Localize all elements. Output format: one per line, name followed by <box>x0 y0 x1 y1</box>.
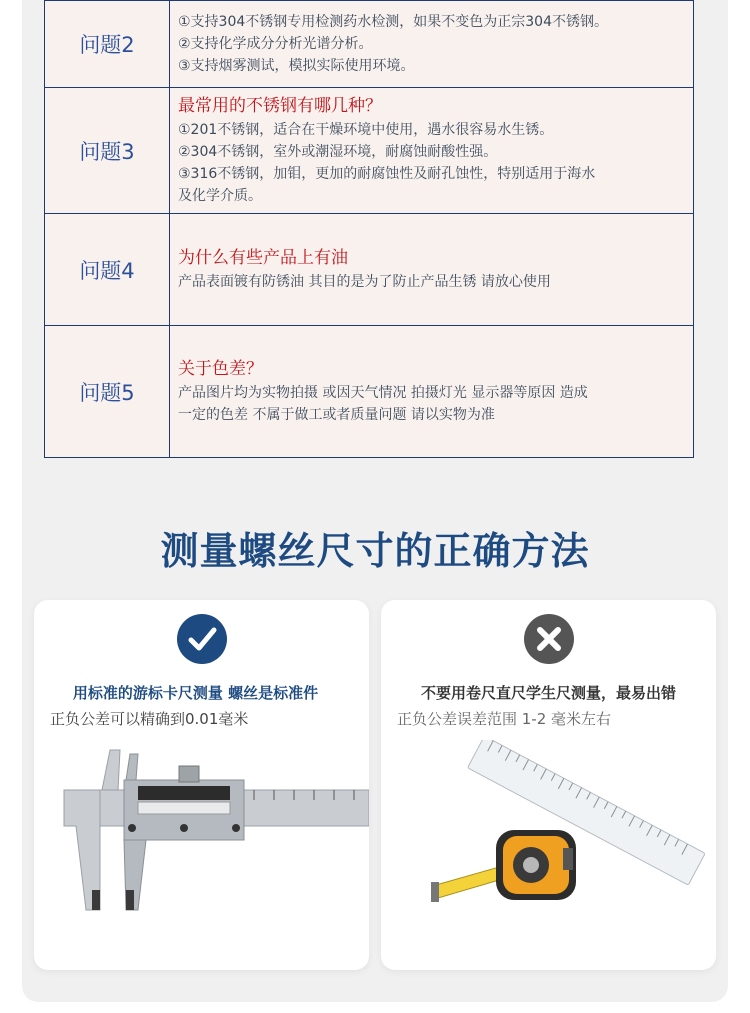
faq-table <box>44 0 694 458</box>
faq-answer-title: 最常用的不锈钢有哪几种？ <box>178 96 382 116</box>
faq-answer-line: 及化学介质。 <box>178 188 262 204</box>
faq-question-label: 问题4 <box>45 214 170 326</box>
faq-answer-line: 产品图片均为实物拍摄 或因天气情况 拍摄灯光 显示器等原因 造成 <box>178 385 588 401</box>
faq-answer-line: ③支持烟雾测试，模拟实际使用环境。 <box>178 58 415 74</box>
section-heading: 测量螺丝尺寸的正确方法 <box>160 529 590 573</box>
faq-answer-line: ②支持化学成分分析光谱分析。 <box>178 36 373 52</box>
faq-row-2 <box>45 1 694 88</box>
vernier-caliper-image <box>34 740 369 970</box>
faq-answer-line: ①201不锈钢，适合在干燥环境中使用，遇水很容易水生锈。 <box>178 122 554 138</box>
correct-method-card <box>34 600 369 970</box>
faq-answer <box>170 88 694 214</box>
correct-method-subtitle: 正负公差可以精确到0.01毫米 <box>50 710 249 728</box>
wrong-method-card <box>381 600 716 970</box>
faq-row-5 <box>45 326 694 458</box>
faq-row-4 <box>45 214 694 326</box>
faq-row-3 <box>45 88 694 214</box>
faq-answer-line: 产品表面镀有防锈油 其目的是为了防止产品生锈 请放心使用 <box>178 274 551 290</box>
wrong-method-title: 不要用卷尺直尺学生尺测量，最易出错 <box>420 684 676 702</box>
faq-answer-line: ③316不锈钢，加钼，更加的耐腐蚀性及耐孔蚀性，特别适用于海水 <box>178 166 596 182</box>
cross-icon <box>524 614 574 664</box>
faq-answer <box>170 1 694 88</box>
faq-question-label: 问题3 <box>45 88 170 214</box>
faq-answer-line: 一定的色差 不属于做工或者质量问题 请以实物为准 <box>178 407 495 423</box>
faq-answer-line: ②304不锈钢，室外或潮湿环境，耐腐蚀耐酸性强。 <box>178 144 498 160</box>
faq-answer-title: 关于色差？ <box>178 359 263 379</box>
faq-question-label: 问题2 <box>45 1 170 88</box>
faq-answer-title: 为什么有些产品上有油 <box>178 248 348 268</box>
correct-method-title: 用标准的游标卡尺测量 螺丝是标准件 <box>72 684 319 702</box>
tape-measure-ruler-image <box>381 740 716 970</box>
check-icon <box>177 614 227 664</box>
faq-answer <box>170 326 694 458</box>
faq-answer-line: ①支持304不锈钢专用检测药水检测，如果不变色为正宗304不锈钢。 <box>178 14 608 30</box>
faq-question-label: 问题5 <box>45 326 170 458</box>
faq-answer <box>170 214 694 326</box>
wrong-method-subtitle: 正负公差误差范围 1-2 毫米左右 <box>397 710 612 728</box>
